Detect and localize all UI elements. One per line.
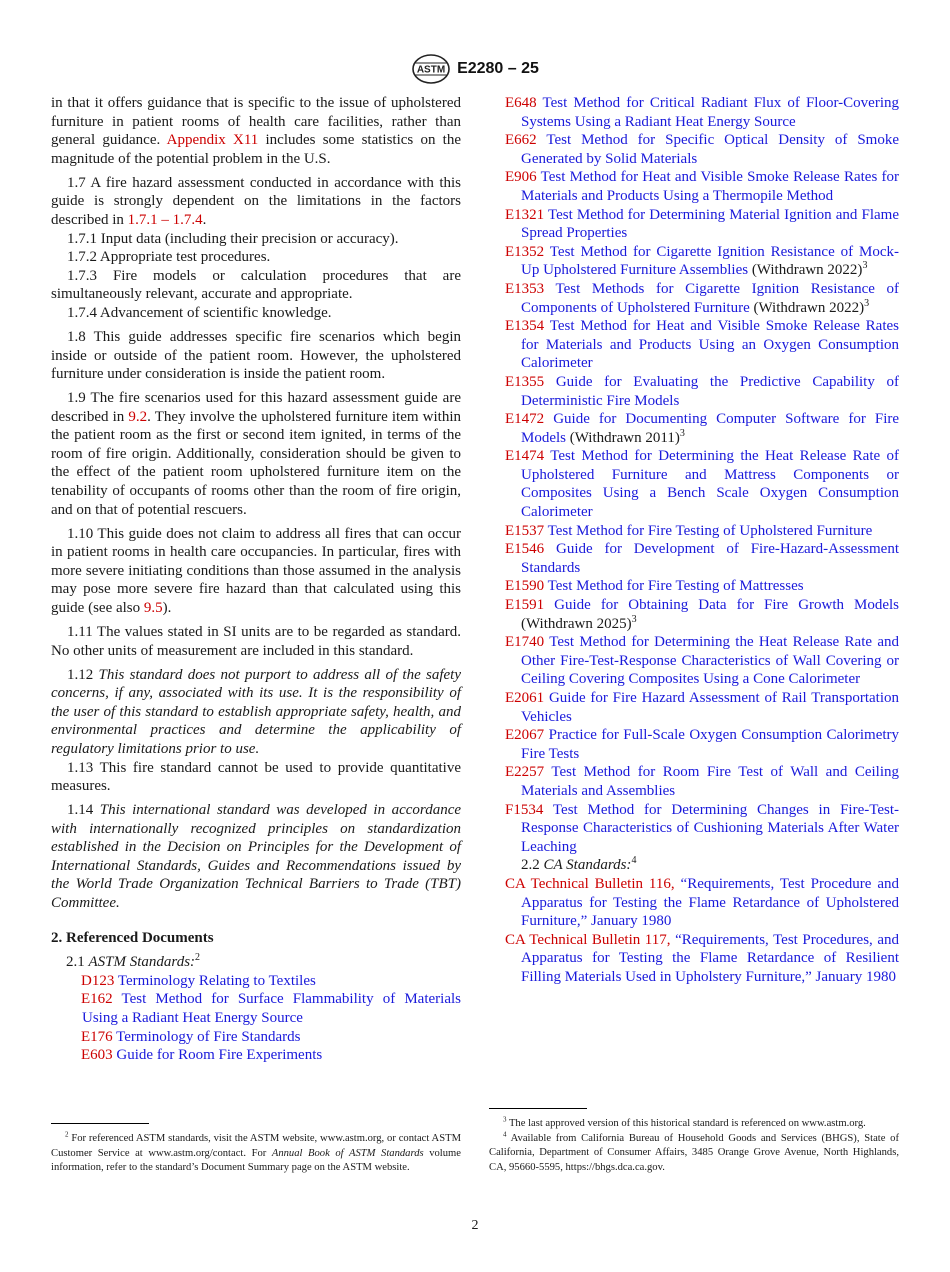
ref-title-link[interactable]: Test Method for Room Fire Test of Wall and Ceiling Materials and Assemblies <box>521 764 899 799</box>
paragraph-1-7-4: 1.7.4 Advancement of scientific knowledge. <box>67 304 332 321</box>
ref-code-link[interactable]: E648 <box>505 95 537 111</box>
paragraph-1-7-3: 1.7.3 Fire models or calculation procedures that are simultaneously relevant, accurate and appropriate. <box>51 267 461 303</box>
ref-code-link[interactable]: E1352 <box>505 243 545 260</box>
section-1-7-1-link[interactable]: 1.7.1 – 1.7.4 <box>127 211 203 228</box>
ref-title-link[interactable]: Test Method for Determining the Heat Release Rate and Other Fire-Test-Response Characteristics of Wall Covering or Ceiling Covering Composites Using a Cone Calorimeter <box>521 634 900 688</box>
ref-code-link[interactable]: E2257 <box>505 764 545 781</box>
ref-item <box>505 540 899 577</box>
paragraph-1-9: 1.9 The fire scenarios used for this hazard assessment guide are described in 9.2. They involve the upholstered furniture item within the patient room as the first or second item ignited, in terms of the room of fire origin. Additionally, consideration should be given to the effect of the patient room upholstered furniture item on the tenability of occupants of rooms other than the room of fire origin, and on that of potential rescuers. <box>51 390 462 518</box>
ref-code-link[interactable]: E176 <box>81 1028 113 1045</box>
ref-item <box>505 243 899 280</box>
ref-code-link[interactable]: E1353 <box>505 280 545 297</box>
footnote-marker: 3 <box>864 297 870 309</box>
ref-item <box>51 990 461 1027</box>
ref-item <box>51 1046 461 1065</box>
ref-title-link[interactable]: Guide for Obtaining Data for Fire Growth Models <box>554 597 900 614</box>
ref-item <box>505 206 899 243</box>
footnote-3: $^3$ The last approved version of this historical standard is referenced on www.astm.org. <box>503 1115 866 1129</box>
ref-code-link[interactable]: E1321 <box>505 206 545 223</box>
ref-withdrawn-note: (Withdrawn 2022) <box>749 299 865 316</box>
ref-code-link[interactable]: E2061 <box>505 690 545 706</box>
ref-code-link[interactable]: E906 <box>505 169 537 186</box>
paragraph-1-7-2: 1.7.2 Appropriate test procedures. <box>67 249 271 266</box>
ref-code-link[interactable]: E1546 <box>505 541 545 558</box>
ref-item <box>505 317 899 373</box>
ref-title-link[interactable]: Guide for Documenting Computer Software for Fire Models <box>521 411 900 446</box>
ref-code-link[interactable]: E603 <box>81 1047 113 1064</box>
paragraph-1-7: 1.7 A fire hazard assessment conducted in accordance with this guide is strongly dependent on the limitations in the factors described in 1.7.1 – 1.7.4. <box>51 174 461 228</box>
ref-title-link[interactable]: Test Method for Heat and Visible Smoke Release Rates for Materials and Products Using a Thermopile Method <box>521 169 900 204</box>
paragraph-1-11: 1.11 The values stated in SI units are to be regarded as standard. No other units of measurement are included in this standard. <box>51 623 461 659</box>
paragraph-1-10: 1.10 This guide does not claim to address all fires that can occur in patient rooms in health care occupancies. In particular, fires with more severe initiating conditions than those assumed in the analysis may pose more severe fire hazard than that calculated using this guide (see also 9.5). <box>51 525 461 616</box>
ref-title-link[interactable]: Guide for Fire Hazard Assessment of Rail Transportation Vehicles <box>521 690 899 725</box>
ref-item <box>505 280 899 317</box>
footnote-left <box>51 1132 461 1176</box>
ref-code-link[interactable]: D123 <box>81 972 115 989</box>
ref-code-link[interactable]: E162 <box>81 991 113 1008</box>
ca-ref-code-link[interactable]: CA Technical Bulletin 117, <box>505 931 671 948</box>
ref-title-link[interactable]: Test Methods for Cigarette Ignition Resistance of Components of Upholstered Furniture <box>521 280 900 316</box>
footnote-marker: 3 <box>862 260 868 272</box>
ref-code-link[interactable]: E1355 <box>505 373 545 390</box>
astm-reference-list <box>505 94 899 856</box>
ref-withdrawn-note: (Withdrawn 2011) <box>566 429 680 446</box>
ref-title-link[interactable]: Test Method for Surface Flammability of Materials Using a Radiant Heat Energy Source <box>82 991 461 1027</box>
ref-item <box>505 577 899 596</box>
ref-code-link[interactable]: E2067 <box>505 727 545 744</box>
ref-item <box>505 689 899 726</box>
ref-code-link[interactable]: E1740 <box>505 634 545 651</box>
footnote-2: $^2$ For referenced ASTM standards, visit the ASTM website, www.astm.org, or contact ASTM Customer Service at www.astm.org/contact. For Annual Book of ASTM Standards volume information, refer to the standard’s Document Summary page on the ASTM website. <box>51 1130 461 1174</box>
paragraph-1-7-1: 1.7.1 Input data (including their precision or accuracy). <box>67 230 399 247</box>
ref-title-link[interactable]: Test Method for Determining Material Ignition and Flame Spread Properties <box>521 206 899 242</box>
page-header <box>0 52 950 86</box>
ref-item <box>505 94 899 131</box>
paragraph-1-12: 1.12 This standard does not purport to address all of the safety concerns, if any, associated with its use. It is the responsibility of the user of this standard to establish appropriate safety, health, and environmental practices and determine the applicability of regulatory limitations prior to use. <box>51 666 462 757</box>
footnote-right <box>489 1117 899 1175</box>
ref-title-link[interactable]: Test Method for Fire Testing of Mattresses <box>547 578 804 595</box>
section-9-2-link[interactable]: 9.2 <box>128 408 148 425</box>
ref-title-link[interactable]: Guide for Room Fire Experiments <box>116 1047 323 1064</box>
footnote-rule-left <box>51 1123 149 1124</box>
ref-item <box>505 522 899 541</box>
ca-ref-item <box>505 931 899 987</box>
ref-title-link[interactable]: Guide for Development of Fire-Hazard-Assessment Standards <box>521 541 899 576</box>
ca-ref-title-link[interactable]: “Requirements, Test Procedures, and Apparatus for Testing the Flame Retardance of Resilient Filling Materials Used in Upholstery Furniture,” January 1980 <box>521 931 899 985</box>
footnote-marker: 3 <box>631 613 637 625</box>
appendix-x11-link[interactable]: Appendix X11 <box>166 132 259 149</box>
ref-item <box>505 763 899 800</box>
paragraph-1-8: 1.8 This guide addresses specific fire scenarios which begin inside or outside of the patient room. However, the upholstered furniture under consideration is inside the patient room. <box>51 328 461 383</box>
ref-code-link[interactable]: E1354 <box>505 318 545 335</box>
ref-title-link[interactable]: Test Method for Fire Testing of Upholstered Furniture <box>547 522 873 539</box>
ref-code-link[interactable]: E1472 <box>505 411 545 428</box>
ref-item <box>505 410 899 447</box>
paragraph-1-6-continued: in that it offers guidance that is specific to the issue of upholstered furniture in patient rooms of health care facilities, rather than general guidance. Appendix X11 includes some statistics on the magnitude of the potential problem in the U.S. <box>51 95 462 167</box>
ref-title-link[interactable]: Guide for Evaluating the Predictive Capability of Deterministic Fire Models <box>521 373 899 409</box>
ref-item <box>505 726 899 763</box>
ref-title-link[interactable]: Test Method for Heat and Visible Smoke Release Rates for Materials and Products Using an Oxygen Consumption Calorimeter <box>521 318 899 372</box>
section-9-5-link[interactable]: 9.5 <box>143 600 163 616</box>
ref-withdrawn-note: (Withdrawn 2025) <box>521 615 632 632</box>
designation: E2280 – 25 <box>457 60 539 77</box>
page-number: 2 <box>471 1218 479 1233</box>
ref-code-link[interactable]: E1590 <box>505 578 545 595</box>
ref-code-link[interactable]: E662 <box>505 132 537 149</box>
ref-title-link[interactable]: Test Method for Cigarette Ignition Resistance of Mock-Up Upholstered Furniture Assemblies <box>521 243 899 279</box>
footnote-4: $^4$ Available from California Bureau of Household Goods and Services (BHGS), State of California, Department of Consumer Affairs, 3485 Orange Grove Avenue, North Highlands, CA, 95660-5595, https://bhgs.dca.ca.gov. <box>489 1130 899 1173</box>
ref-withdrawn-note: (Withdrawn 2022) <box>748 262 863 279</box>
right-column <box>505 94 899 987</box>
ref-title-link[interactable]: Test Method for Determining the Heat Release Rate of Upholstered Furniture and Mattress Components or Composites Using a Bench Scale Oxygen Consumption Calorimeter <box>521 448 899 521</box>
subsection-2-2: 2.2 CA Standards:$^4$ <box>521 855 637 874</box>
section-2-heading: 2. Referenced Documents <box>51 929 214 946</box>
ref-title-link[interactable]: Practice for Full-Scale Oxygen Consumption Calorimetry Fire Tests <box>521 727 900 762</box>
footnote-marker: 3 <box>679 427 685 439</box>
left-column <box>51 94 461 1065</box>
ref-item <box>505 801 899 857</box>
ref-item <box>51 972 461 991</box>
ref-item <box>505 447 899 521</box>
ref-item <box>505 633 899 689</box>
ref-title-link[interactable]: Test Method for Critical Radiant Flux of Floor-Covering Systems Using a Radiant Heat Energy Source <box>521 95 899 130</box>
ref-item <box>505 168 899 205</box>
subsection-2-1: 2.1 ASTM Standards:$^2$ <box>66 952 201 971</box>
footnote-rule-right <box>489 1108 587 1109</box>
ref-item <box>505 373 899 410</box>
ref-code-link[interactable]: E1537 <box>505 522 545 539</box>
ca-ref-item <box>505 875 899 931</box>
ref-title-link[interactable]: Terminology of Fire Standards <box>116 1028 301 1045</box>
ca-ref-title-link[interactable]: “Requirements, Test Procedure and Apparatus for Testing the Flame Retardance of Upholstered Furniture,” January 1980 <box>521 875 899 930</box>
ref-item <box>51 1028 461 1047</box>
ref-item <box>505 596 899 633</box>
ref-item <box>505 131 899 168</box>
paragraph-1-14: 1.14 This international standard was developed in accordance with internationally recognized principles on standardization established in the Decision on Principles for the Development of International Standards, Guides and Recommendations issued by the World Trade Organization Technical Barriers to Trade (TBT) Committee. <box>51 802 462 912</box>
svg-text:ASTM: ASTM <box>416 64 446 76</box>
astm-logo <box>411 53 451 85</box>
paragraph-1-13: 1.13 This fire standard cannot be used to provide quantitative measures. <box>51 759 461 795</box>
ca-ref-code-link[interactable]: CA Technical Bulletin 116, <box>505 875 675 892</box>
ref-title-link[interactable]: Test Method for Specific Optical Density of Smoke Generated by Solid Materials <box>521 132 899 167</box>
ref-title-link[interactable]: Terminology Relating to Textiles <box>117 972 316 989</box>
ref-code-link[interactable]: E1474 <box>505 448 545 465</box>
ref-code-link[interactable]: F1534 <box>505 801 544 818</box>
ref-title-link[interactable]: Test Method for Determining Changes in Fire-Test-Response Characteristics of Cushioning Materials After Water Leaching <box>521 801 899 855</box>
ref-code-link[interactable]: E1591 <box>505 597 545 614</box>
